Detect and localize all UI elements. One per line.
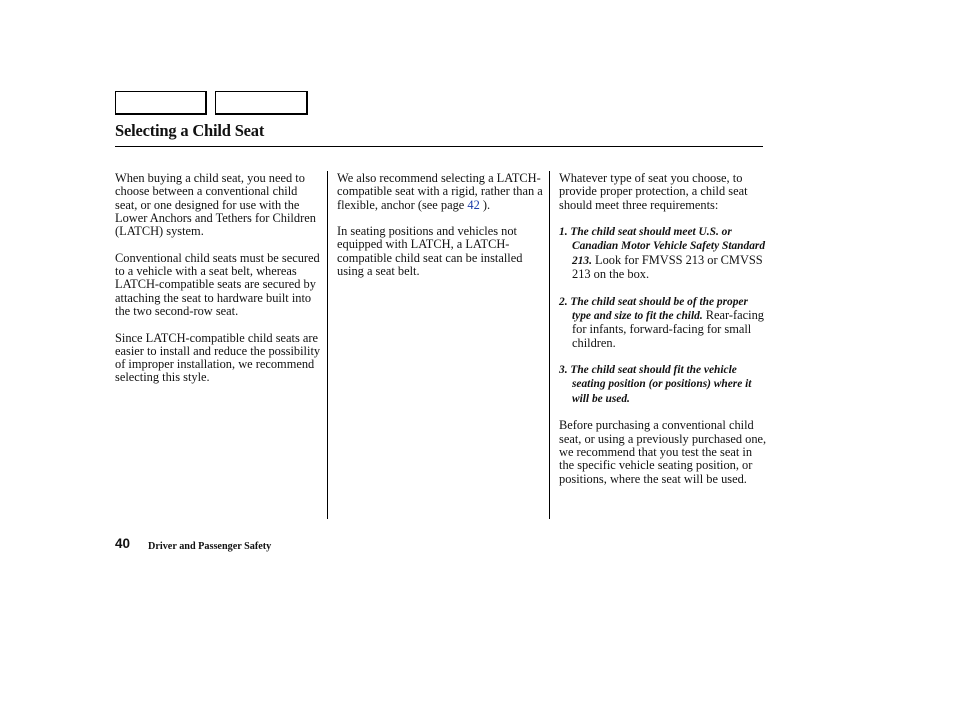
paragraph-text: ). <box>479 197 491 212</box>
column-divider <box>549 171 550 519</box>
requirement-heading: 1. The child seat should meet U.S. or Canadian Motor Vehicle Safety Standard 213. <box>559 226 766 267</box>
column-middle <box>337 172 543 292</box>
requirement-heading: 3. The child seat should fit the vehicle seating position (or positions) where it will be used. <box>559 364 752 405</box>
nav-button-previous[interactable] <box>115 91 207 115</box>
paragraph: In seating positions and vehicles not equipped with LATCH, a LATCH-compatible child seat can be installed using a seat belt. <box>337 224 523 279</box>
paragraph: Before purchasing a conventional child seat, or using a previously purchased one, we recommend that you test the seat in the specific vehicle seating position, or positions, where the seat will be used. <box>559 418 767 486</box>
requirement-item <box>559 225 769 281</box>
page-number: 40 <box>115 536 131 551</box>
requirement-item <box>559 295 769 350</box>
paragraph: Whatever type of seat you choose, to provide proper protection, a child seat should meet three requirements: <box>559 171 748 212</box>
paragraph: When buying a child seat, you need to choose between a conventional child seat, or one designed for use with the Lower Anchors and Tethers for Children (LATCH) system. <box>115 171 316 239</box>
requirement-item <box>559 363 769 406</box>
requirement-text: Look for FMVSS 213 or CMVSS 213 on the box. <box>572 252 763 282</box>
paragraph-text: We also recommend selecting a LATCH-compatible seat with a rigid, rather than a flexible, anchor (see page <box>337 171 543 212</box>
column-divider <box>327 171 328 519</box>
page-link[interactable]: 42 <box>467 197 480 212</box>
nav-button-next[interactable] <box>215 91 308 115</box>
section-name: Driver and Passenger Safety <box>148 541 272 552</box>
paragraph: Conventional child seats must be secured to a vehicle with a seat belt, whereas LATCH-compatible seats are secured by attaching the seat to hardware built into the two second-row seat. <box>115 250 320 318</box>
column-left <box>115 172 321 398</box>
paragraph <box>337 172 543 212</box>
title-divider <box>115 146 763 147</box>
page-title: Selecting a Child Seat <box>115 121 265 140</box>
requirement-heading: 2. The child seat should be of the proper type and size to fit the child. <box>559 295 748 322</box>
requirement-text: Rear-facing for infants, forward-facing for small children. <box>572 307 764 350</box>
column-right <box>559 172 769 499</box>
paragraph: Since LATCH-compatible child seats are easier to install and reduce the possibility of improper installation, we recommend selecting this style. <box>115 330 321 385</box>
